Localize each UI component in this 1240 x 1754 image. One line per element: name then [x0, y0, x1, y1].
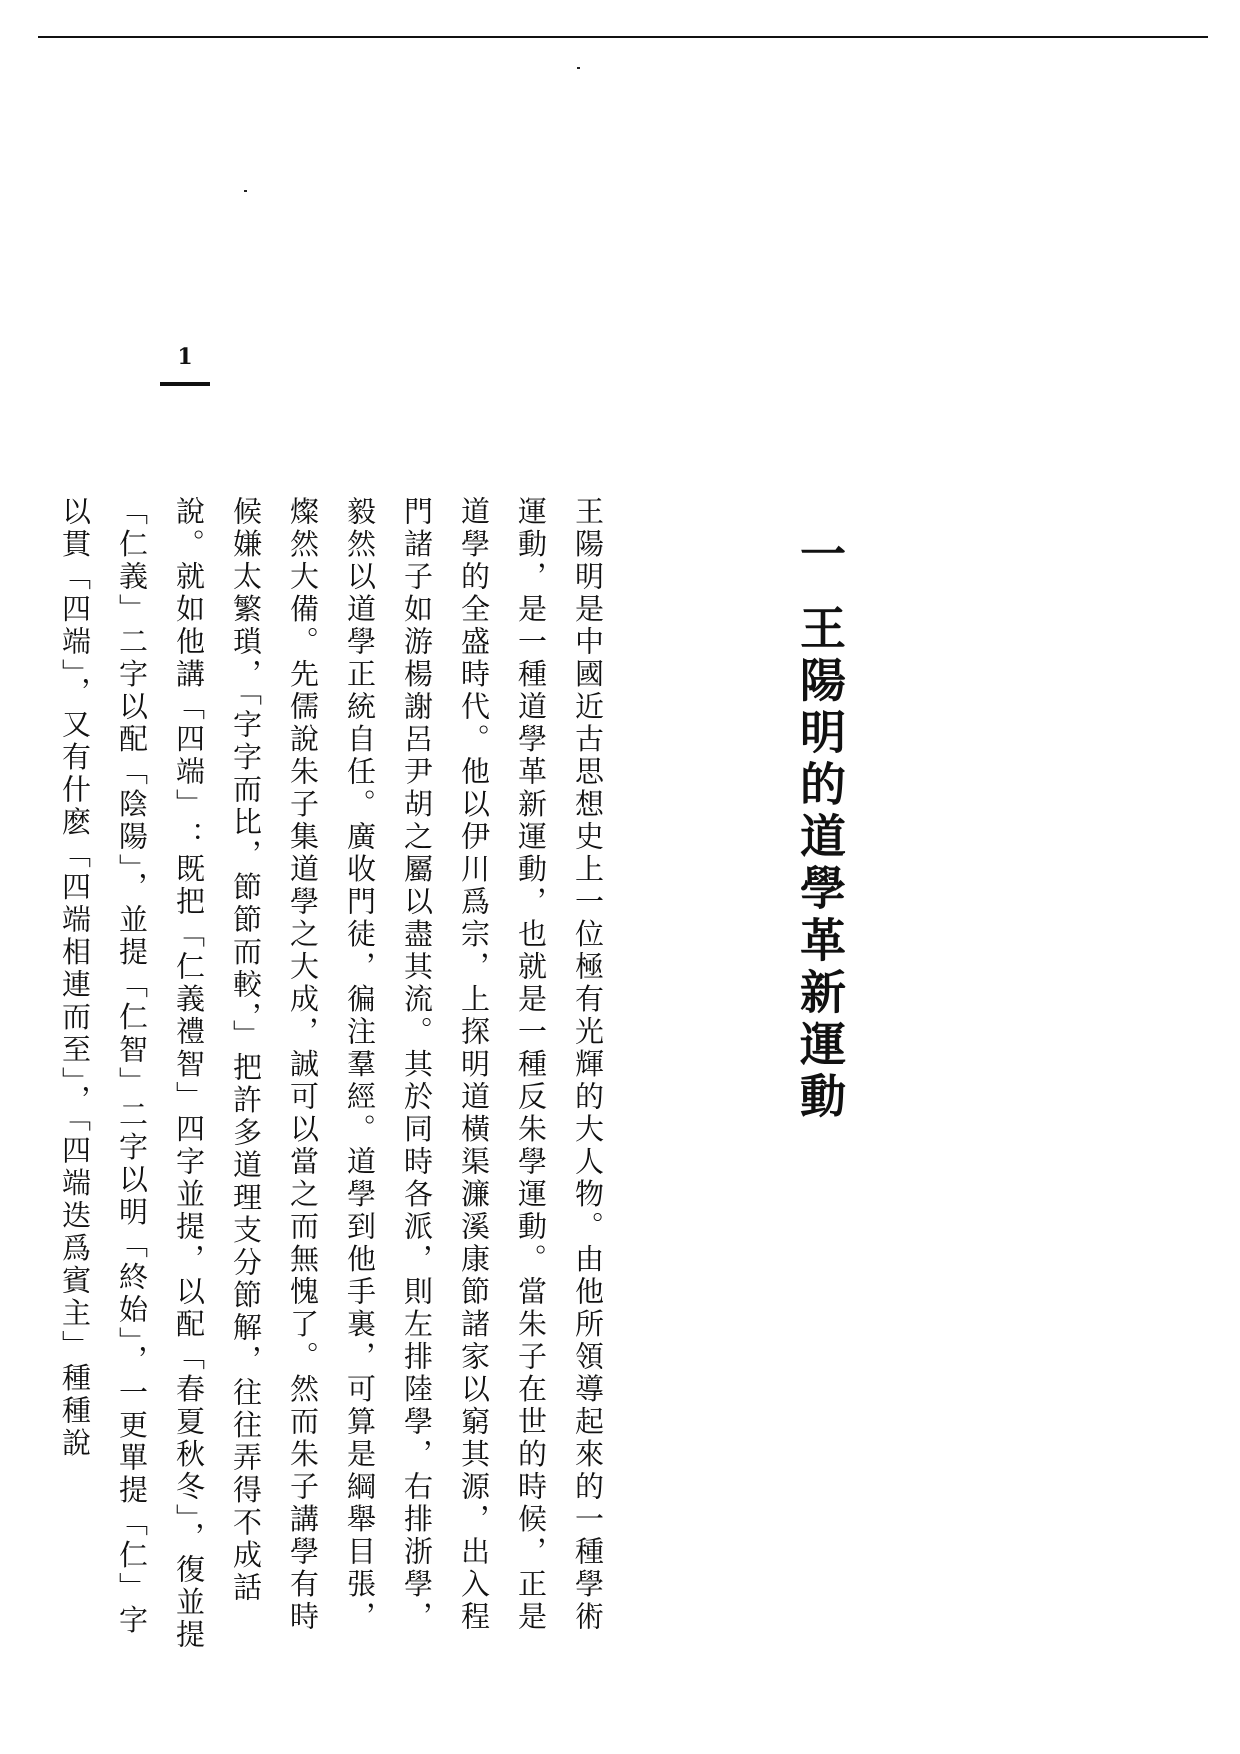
chapter-title: 一 王陽明的道學革新運動	[793, 530, 847, 1125]
body-text	[58, 432, 730, 1652]
page-number-rule	[160, 382, 210, 386]
scan-speck	[244, 190, 247, 192]
top-rule	[38, 36, 1208, 38]
scan-speck	[577, 67, 580, 69]
paragraph: 王陽明是中國近古思想史上一位極有光輝的大人物。由他所領導起來的一種學術運動，是一種道學革新運動，也就是一種反朱學運動。當朱子在世的時候，正是道學的全盛時代。他以伊川爲宗，上探明道橫渠濂溪康節諸家以窮其源，出入程門諸子如游楊謝呂尹胡之屬以盡其流。其於同時各派，則左排陸學，右排浙學，毅然以道學正統自任。廣收門徒，徧注羣經。道學到他手裏，可算是綱舉目張，燦然大備。先儒說朱子集道學之大成，誠可以當之而無愧了。然而朱子講學有時候嫌太繁瑣，「字字而比，節節而較，」把許多道理支分節解，往往弄得不成話說。就如他講「四端」：既把「仁義禮智」四字並提，以配「春夏秋冬」，復並提「仁義」二字以配「陰陽」，並提「仁智」二字以明「終始」，一更單提「仁」字以貫「四端」，又有什麽「四端相連而至」，「四端迭爲賓主」種種說	[58, 496, 605, 1652]
page-number: 1	[177, 344, 193, 370]
